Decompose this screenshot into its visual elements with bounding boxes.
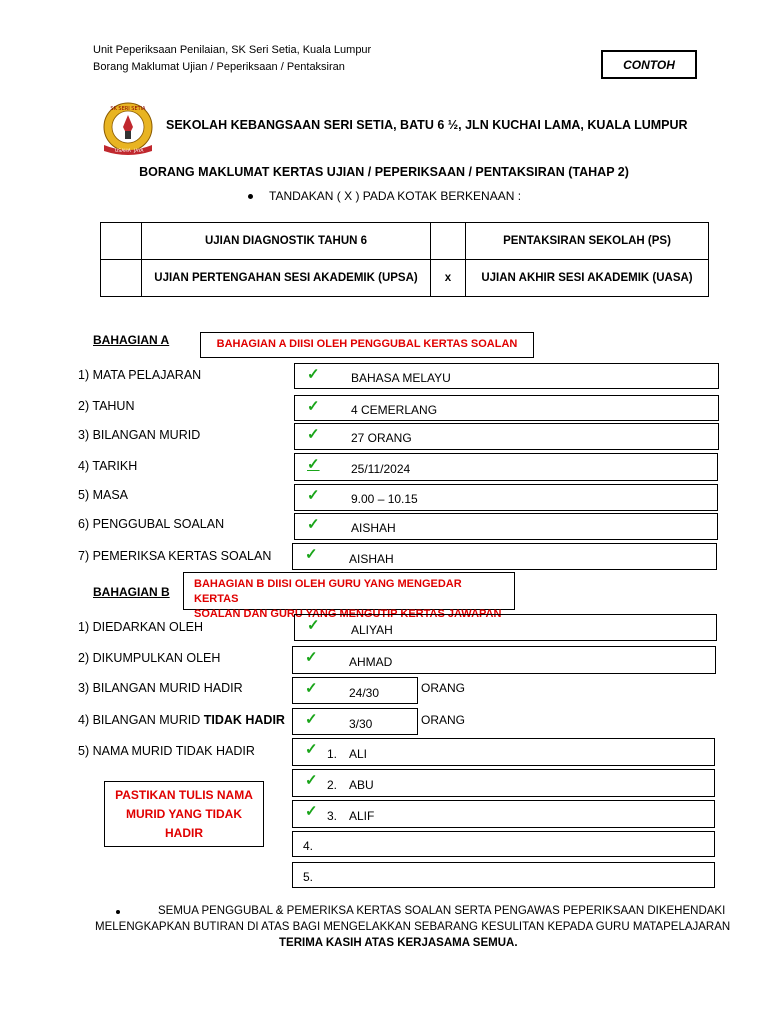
field-bilangan-murid[interactable] <box>294 423 719 450</box>
check-icon: ✓ <box>305 680 318 697</box>
check-icon: ✓ <box>305 649 318 666</box>
option-upsa: UJIAN PERTENGAHAN SESI AKADEMIK (UPSA) <box>142 260 431 297</box>
field-tidak-hadir[interactable] <box>292 708 418 735</box>
instruction-text: TANDAKAN ( X ) PADA KOTAK BERKENAAN : <box>269 189 522 203</box>
label-nama-tidak-hadir: 5) NAMA MURID TIDAK HADIR <box>78 744 255 758</box>
value-mata-pelajaran: BAHASA MELAYU <box>351 371 451 385</box>
absent-name-row[interactable] <box>292 738 715 766</box>
reminder-line3: HADIR <box>165 825 203 840</box>
absent-number: 2. <box>327 778 338 792</box>
label-tidak-hadir <box>78 713 285 727</box>
bullet-icon <box>116 910 120 914</box>
value-murid-hadir: 24/30 <box>349 686 380 700</box>
checkbox-uasa[interactable]: x <box>431 260 466 297</box>
field-penggubal[interactable] <box>294 513 718 540</box>
form-title: BORANG MAKLUMAT KERTAS UJIAN / PEPERIKSAAN / PENTAKSIRAN (TAHAP 2) <box>139 165 629 179</box>
value-dikumpulkan: AHMAD <box>349 655 393 669</box>
absent-name: ABU <box>349 778 374 792</box>
option-diagnostik: UJIAN DIAGNOSTIK TAHUN 6 <box>142 223 431 260</box>
school-logo <box>100 101 156 157</box>
reminder-box <box>104 781 264 847</box>
section-b-note-line1: BAHAGIAN B DIISI OLEH GURU YANG MENGEDAR KERTAS <box>194 578 462 605</box>
absent-name-row[interactable] <box>292 800 715 828</box>
value-tidak-hadir: 3/30 <box>349 717 373 731</box>
value-bilangan-murid: 27 ORANG <box>351 431 412 445</box>
checkbox-diagnostik[interactable] <box>101 223 142 260</box>
value-diedarkan: ALIYAH <box>351 623 393 637</box>
check-icon: ✓ <box>305 546 318 563</box>
bullet-icon <box>248 194 253 199</box>
check-icon: ✓ <box>307 456 320 473</box>
value-tarikh: 25/11/2024 <box>351 462 411 476</box>
exam-type-table <box>100 222 709 297</box>
label-mata-pelajaran: 1) MATA PELAJARAN <box>78 368 202 382</box>
unit-orang: ORANG <box>421 713 466 727</box>
field-tarikh[interactable] <box>294 453 718 481</box>
absent-number: 4. <box>303 839 314 853</box>
logo-ribbon-right: JAYA <box>134 149 144 154</box>
label-pemeriksa: 7) PEMERIKSA KERTAS SOALAN <box>78 549 272 563</box>
logo-ribbon-left: USAHA <box>115 149 131 154</box>
reminder-line2: MURID YANG TIDAK <box>125 806 242 821</box>
field-pemeriksa[interactable] <box>292 543 717 570</box>
section-b-heading: BAHAGIAN B <box>93 585 170 599</box>
school-name: SEKOLAH KEBANGSAAN SERI SETIA, BATU 6 ½, JLN KUCHAI LAMA, KUALA LUMPUR <box>166 118 688 132</box>
check-icon: ✓ <box>307 426 320 443</box>
absent-name-row[interactable] <box>292 769 715 797</box>
instruction <box>248 189 521 203</box>
value-penggubal: AISHAH <box>351 521 396 535</box>
unit-orang: ORANG <box>421 681 466 695</box>
value-masa: 9.00 – 10.15 <box>351 492 418 506</box>
footer-thanks: TERIMA KASIH ATAS KERJASAMA SEMUA. <box>279 937 518 949</box>
absent-name: ALI <box>349 747 368 761</box>
contoh-label: CONTOH <box>623 57 675 72</box>
absent-number: 1. <box>327 747 338 761</box>
value-tahun: 4 CEMERLANG <box>351 403 438 417</box>
check-icon: ✓ <box>305 772 318 789</box>
checkbox-ps[interactable] <box>431 223 466 260</box>
footer-line2: MELENGKAPKAN BUTIRAN DI ATAS BAGI MENGELAKKAN SEBARANG KESULITAN KEPADA GURU MATAPELAJARAN <box>95 921 731 933</box>
label-tarikh: 4) TARIKH <box>78 459 138 473</box>
label-tidak-hadir-bold: TIDAK HADIR <box>203 713 285 727</box>
section-b-note <box>183 572 515 620</box>
absent-name-row[interactable] <box>292 831 715 857</box>
label-bilangan-murid: 3) BILANGAN MURID <box>78 428 201 442</box>
field-diedarkan[interactable] <box>294 614 717 641</box>
field-mata-pelajaran[interactable] <box>294 363 719 389</box>
section-a-heading: BAHAGIAN A <box>93 333 170 347</box>
logo-top-text: SK SERI SETIA <box>110 106 146 112</box>
label-tahun: 2) TAHUN <box>78 399 135 413</box>
value-pemeriksa: AISHAH <box>349 552 394 566</box>
field-dikumpulkan[interactable] <box>292 646 716 674</box>
absent-name-row[interactable] <box>292 862 715 888</box>
label-tidak-hadir-pre: 4) BILANGAN MURID <box>78 713 204 727</box>
absent-number: 3. <box>327 809 338 823</box>
label-dikumpulkan: 2) DIKUMPULKAN OLEH <box>78 651 221 665</box>
checkbox-upsa[interactable] <box>101 260 142 297</box>
field-masa[interactable] <box>294 484 718 511</box>
form-subheader: Borang Maklumat Ujian / Peperiksaan / Pentaksiran <box>93 61 345 73</box>
contoh-stamp <box>601 50 697 79</box>
label-penggubal: 6) PENGGUBAL SOALAN <box>78 517 225 531</box>
section-a-note: BAHAGIAN A DIISI OLEH PENGGUBAL KERTAS SOALAN <box>200 332 534 358</box>
footer-line1: SEMUA PENGGUBAL & PEMERIKSA KERTAS SOALAN SERTA PENGAWAS PEPERIKSAAN DIKEHENDAKI <box>158 905 726 917</box>
check-icon: ✓ <box>305 711 318 728</box>
table-row <box>101 223 709 260</box>
label-masa: 5) MASA <box>78 488 129 502</box>
section-b-note-line2: SOALAN DAN GURU YANG MENGUTIP KERTAS JAWAPAN <box>194 608 502 620</box>
label-diedarkan: 1) DIEDARKAN OLEH <box>78 620 204 634</box>
option-uasa: UJIAN AKHIR SESI AKADEMIK (UASA) <box>466 260 709 297</box>
absent-name: ALIF <box>349 809 375 823</box>
absent-number: 5. <box>303 870 314 884</box>
table-row <box>101 260 709 297</box>
check-icon: ✓ <box>307 487 320 504</box>
check-icon: ✓ <box>305 741 318 758</box>
field-tahun[interactable] <box>294 395 719 421</box>
option-ps: PENTAKSIRAN SEKOLAH (PS) <box>466 223 709 260</box>
check-icon: ✓ <box>307 516 320 533</box>
check-icon: ✓ <box>307 366 320 383</box>
reminder-line1: PASTIKAN TULIS NAMA <box>115 787 253 802</box>
check-icon: ✓ <box>307 398 320 415</box>
check-icon: ✓ <box>305 803 318 820</box>
field-murid-hadir[interactable] <box>292 677 418 704</box>
unit-header: Unit Peperiksaan Penilaian, SK Seri Setia, Kuala Lumpur <box>93 44 372 56</box>
check-icon: ✓ <box>307 617 320 634</box>
label-murid-hadir: 3) BILANGAN MURID HADIR <box>78 681 243 695</box>
